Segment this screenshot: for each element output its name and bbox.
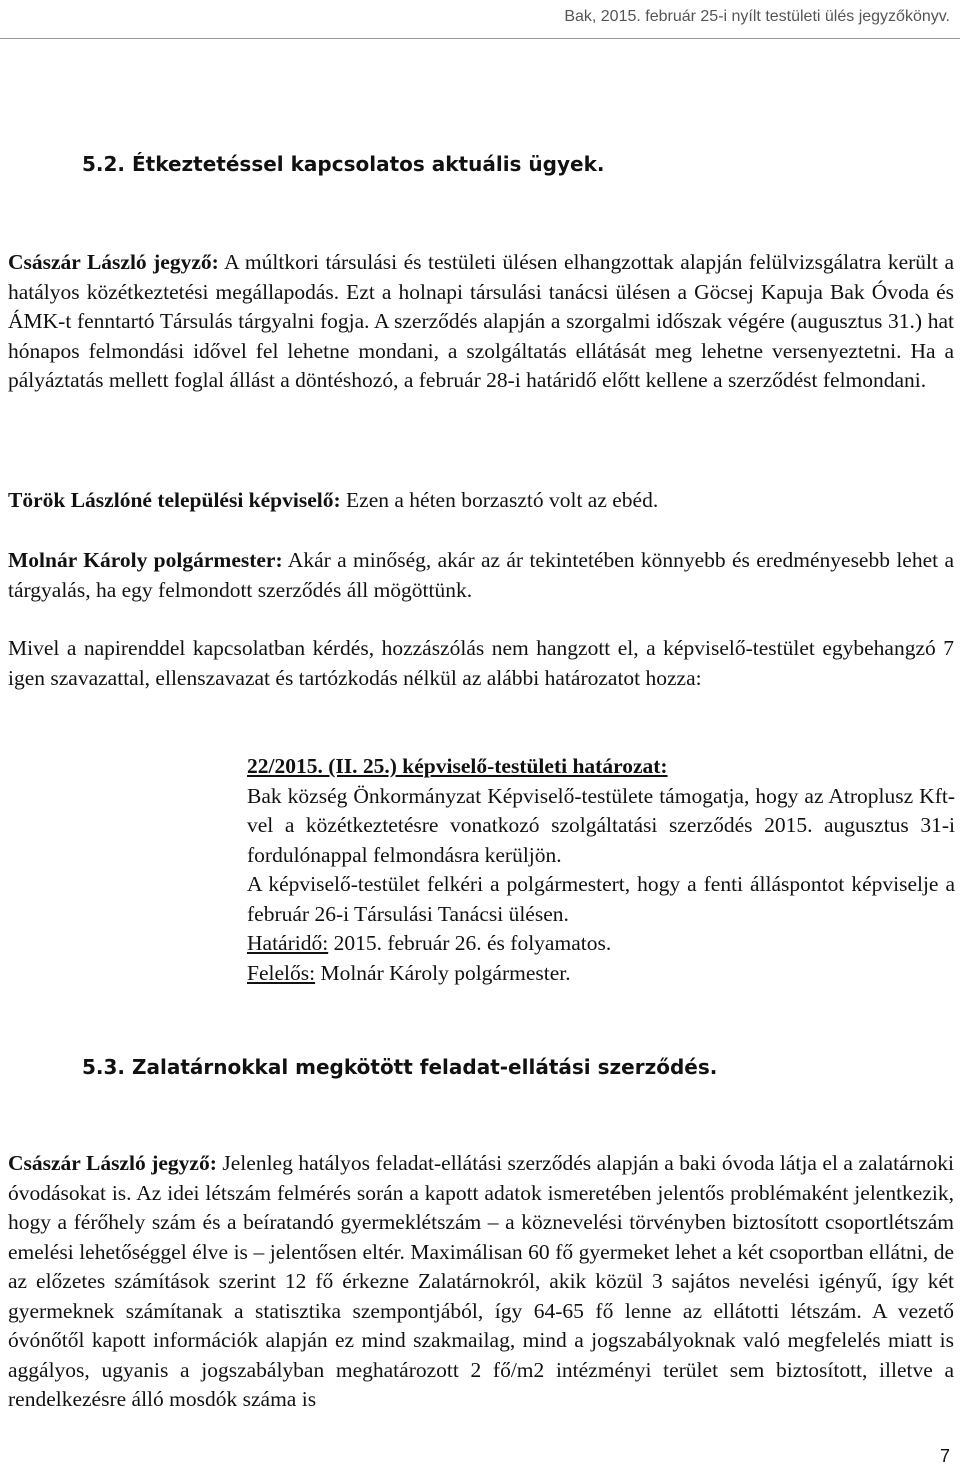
running-title: Bak, 2015. február 25-i nyílt testületi ülés jegyzőkönyv. [564,8,950,25]
paragraph-text: Jelenleg hatályos feladat-ellátási szerződés alapján a baki óvoda látja el a zalatárnoki óvodásokat is. Az idei létszám felmérés során a kapott adatok ismeretében jelentős problémaként jelentkezik, hogy a férőhely szám és a beíratandó gyermeklétszám – a köznevelési törvényben biztosított csoportlétszám emelési lehetőséggel élve is – jelentősen eltér. Maximálisan 60 fő gyermeket lehet a két csoportban ellátni, de az előzetes számítások szerint 12 fő érkezne Zalatárnokról, akik közül 3 sajátos nevelési igényű, így két gyermeknek számítanak a statisztika szempontjából, így 64-65 fő lenne az ellátotti létszám. A vezető óvónőtől kapott információk alapján ez mind szakmailag, mind a jogszabályoknak való megfelelés miatt is aggályos, ugyanis a jogszabályban meghatározott 2 fő/m2 intézményi terület sem biztosított, illetve a rendelkezésre álló mosdók száma is [8,1151,954,1411]
running-header [0,0,960,39]
page-number: 7 [939,1446,950,1466]
paragraph-jegyzo-2 [8,1149,954,1415]
paragraph-polgarmester [8,546,954,605]
responsible-value: Molnár Károly polgármester. [315,960,571,985]
paragraph-jegyzo-1 [8,248,954,396]
speaker-name: Császár László jegyző: [8,250,219,274]
speaker-name: Török Lászlóné települési képviselő: [8,488,341,512]
deadline-label: Határidő: [247,931,329,955]
resolution-deadline [247,929,955,959]
resolution-body-1: Bak község Önkormányzat Képviselő-testülete támogatja, hogy az Atroplusz Kft-vel a közétkeztetésre vonatkozó szolgáltatási szerződés 2015. augusztus 31-i fordulónappal felmondásra kerüljön. [247,783,955,867]
paragraph-text: Mivel a napirenddel kapcsolatban kérdés, hozzászólás nem hangzott el, a képviselő-testület egybehangzó 7 igen szavazattal, ellenszavazat és tartózkodás nélkül az alábbi határozatot hozza: [8,636,954,690]
section-heading-5-3: 5.3. Zalatárnokkal megkötött feladat-ellátási szerződés. [82,1055,718,1079]
paragraph-kepviselo [8,486,954,516]
paragraph-text: Ezen a héten borzasztó volt az ebéd. [340,488,659,512]
speaker-name: Császár László jegyző: [8,1151,217,1175]
resolution-body-2: A képviselő-testület felkéri a polgármestert, hogy a fenti álláspontot képviselje a február 26-i Társulási Tanácsi ülésen. [247,872,955,926]
paragraph-text: Akár a minőség, akár az ár tekintetében könnyebb és eredményesebb lehet a tárgyalás, ha egy felmondott szerződés áll mögöttünk. [8,548,955,602]
resolution-block [247,752,955,988]
responsible-label: Felelős: [247,960,316,985]
resolution-responsible [247,959,955,989]
paragraph-szavazas [8,634,954,693]
deadline-value: 2015. február 26. és folyamatos. [328,931,612,955]
section-heading-5-2: 5.2. Étkeztetéssel kapcsolatos aktuális ügyek. [82,152,605,176]
speaker-name: Molnár Károly polgármester: [8,548,283,572]
resolution-title: 22/2015. (II. 25.) képviselő-testületi határozat: [247,754,668,778]
paragraph-text: A múltkori társulási és testületi ülésen elhangzottak alapján felülvizsgálatra került a hatályos közétkeztetési megállapodás. Ezt a holnapi társulási tanácsi ülésen a Göcsej Kapuja Bak Óvoda és ÁMK-t fenntartó Társulás tárgyalni fogja. A szerződés alapján a szorgalmi időszak végére (augusztus 31.) hat hónapos felmondási idővel fel lehetne mondani, a szolgáltatás ellátását meg lehetne versenyeztetni. Ha a pályáztatás mellett foglal állást a döntéshozó, a február 28-i határidő előtt kellene a szerződést felmondani. [8,250,955,392]
